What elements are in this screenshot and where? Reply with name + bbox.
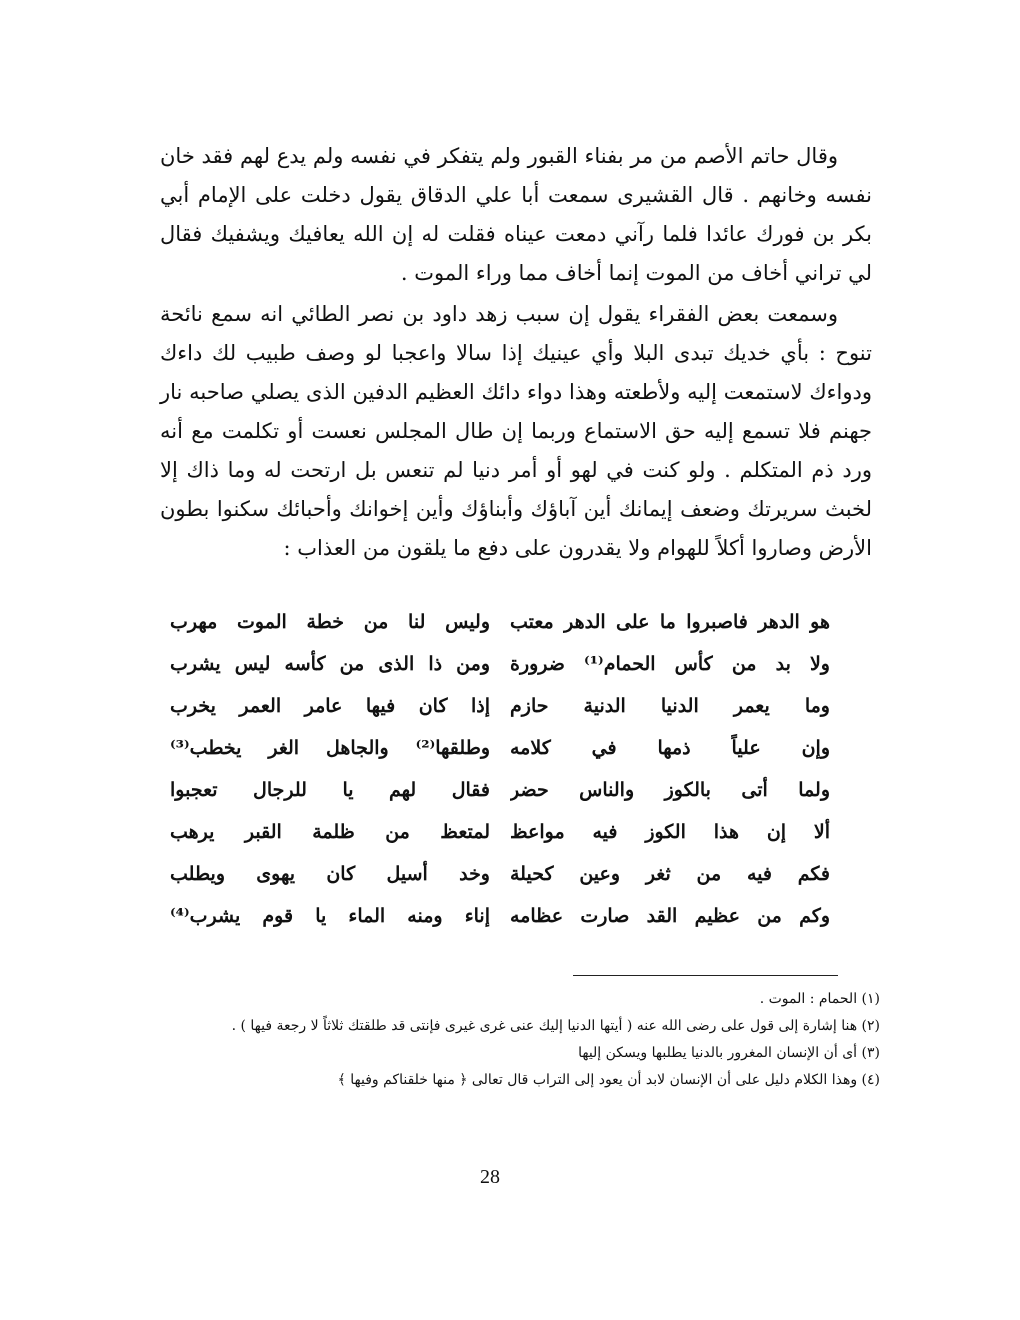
poem-verse xyxy=(170,853,830,895)
verse-second-hemistich: لمتعظ من ظلمة القبر يرهب xyxy=(170,821,490,843)
page-number: 28 xyxy=(480,1166,500,1188)
verse-second-hemistich: إذا كان فيها عامر العمر يخرب xyxy=(170,695,490,717)
poem-verse xyxy=(170,643,830,685)
verse-first-hemistich: ولما أتى بالكوز والناس حضر xyxy=(510,779,830,801)
verse-first-hemistich: وما يعمر الدنيا الدنية حازم xyxy=(510,695,830,717)
verse-first-hemistich: ولا بد من كأس الحمام⁽¹⁾ ضرورة xyxy=(510,653,830,675)
footnote-4: (٤) وهذا الكلام دليل على أن الإنسان لابد أن يعود إلى التراب قال تعالى ﴿ منها خلقناكم وفيها ﴾ xyxy=(337,1072,880,1088)
poem-verse xyxy=(170,895,830,937)
verse-first-hemistich: وكم من عظيم القد صارت عظامه xyxy=(510,905,830,927)
footnotes xyxy=(160,986,880,1094)
verse-second-hemistich: ومن ذا الذى من كأسه ليس يشرب xyxy=(170,653,490,675)
verse-first-hemistich: وإن علياً ذمها في كلامه xyxy=(510,737,830,759)
body-paragraph-2 xyxy=(160,295,872,568)
verse-second-hemistich: وخد أسيل كان يهوى ويطلب xyxy=(170,863,490,885)
verse-second-hemistich: إناء ومنه الماء يا قوم يشرب⁽⁴⁾ xyxy=(170,905,490,927)
verse-second-hemistich: وطلقها⁽²⁾ والجاهل الغر يخطب⁽³⁾ xyxy=(170,737,490,759)
poem-verse xyxy=(170,601,830,643)
paragraph-text: وسمعت بعض الفقراء يقول إن سبب زهد داود بن نصر الطائي انه سمع نائحة تنوح : بأي خديك تبدى البلا وأي عينيك إذا سالا واعجبا لو وصف طبيب لك داءك ودواءك لاستمعت إليه ولأطعته وهذا دواء دائك العظيم الدفين الذى يصلي صاحبه نار جهنم فلا تسمع إليه حق الاستماع وربما إن طال المجلس نعست أو تكلمت مع أنه ورد ذم المتكلم . ولو كنت في لهو أو أمر دنيا لم تنعس بل ارتحت له وما ذاك إلا لخبث سريرتك وضعف إيمانك أين آباؤك وأبناؤك وأين إخوانك وأحبائك سكنوا بطون الأرض وصاروا أكلاً للهوام ولا يقدرون على دفع ما يلقون من العذاب : xyxy=(160,302,872,560)
poem-verse xyxy=(170,769,830,811)
verse-first-hemistich: فكم فيه من ثغر وعين كحيلة xyxy=(510,863,830,885)
footnote-1: (١) الحمام : الموت . xyxy=(759,991,880,1007)
poem-verse xyxy=(170,727,830,769)
verse-second-hemistich: وليس لنا من خطة الموت مهرب xyxy=(170,611,490,633)
poem xyxy=(170,601,830,937)
paragraph-text: وقال حاتم الأصم من مر بفناء القبور ولم يتفكر في نفسه ولم يدع لهم فقد خان نفسه وخانهم . قال القشيرى سمعت أبا علي الدقاق يقول دخلت على الإمام أبي بكر بن فورك عائدا فلما رآني دمعت عيناه فقلت له إن الله يعافيك ويشفيك فقال لي تراني أخاف من الموت إنما أخاف مما وراء الموت . xyxy=(160,144,872,285)
footnote-divider xyxy=(573,975,838,976)
poem-verse xyxy=(170,685,830,727)
verse-first-hemistich: ألا إن هذا الكوز فيه مواعظ xyxy=(510,821,830,843)
footnote-2: (٢) هنا إشارة إلى قول على رضى الله عنه ( أيتها الدنيا إليك عنى غرى غيرى فإنتى قد طلقتك ثلاثاً لا رجعة فيها ) . xyxy=(231,1018,880,1034)
verse-second-hemistich: فقال لهم يا للرجال تعجبوا xyxy=(170,779,490,801)
verse-first-hemistich: هو الدهر فاصبروا ما على الدهر معتب xyxy=(510,611,830,633)
body-paragraph-1 xyxy=(160,137,872,293)
poem-verse xyxy=(170,811,830,853)
footnote-3: (٣) أى أن الإنسان المغرور بالدنيا يطلبها ويسكن إليها xyxy=(578,1045,880,1061)
